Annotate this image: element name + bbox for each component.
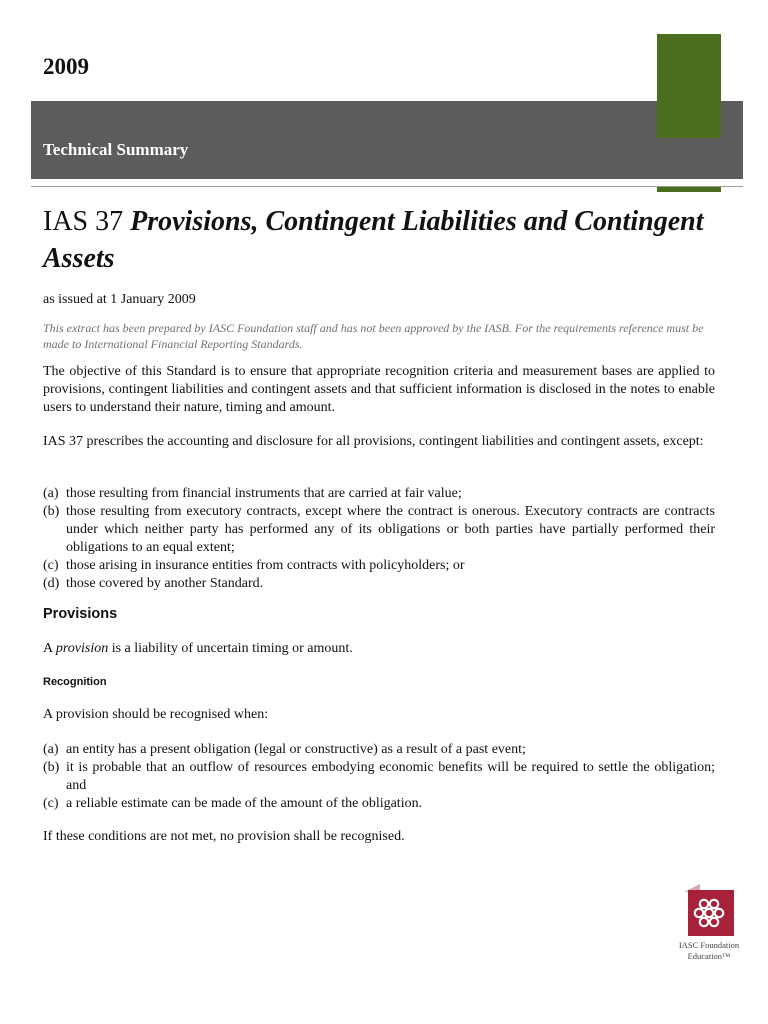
accent-strip: [657, 187, 721, 192]
list-item-label: (c): [43, 796, 59, 811]
accent-block: [657, 34, 721, 138]
list-item-text: an entity has a present obligation (legal or constructive) as a result of a past event;: [66, 742, 526, 757]
section-heading-provisions: Provisions: [43, 606, 118, 622]
recognition-criteria-list: [43, 741, 715, 813]
recognition-intro: A provision should be recognised when:: [43, 707, 269, 722]
divider: [31, 186, 743, 187]
list-item-text: those arising in insurance entities from contracts with policyholders; or: [66, 558, 465, 573]
provision-definition: [43, 640, 715, 658]
list-item-label: (b): [43, 760, 60, 775]
banner-title: Technical Summary: [43, 140, 189, 159]
list-item: [43, 485, 715, 503]
title-prefix: IAS 37: [43, 206, 131, 237]
list-item: [43, 557, 715, 575]
list-item-label: (a): [43, 742, 59, 757]
objective-paragraph: The objective of this Standard is to ensure that appropriate recognition criteria and measurement bases are applied to provisions, contingent liabilities and contingent assets and that sufficient information is disclosed in the notes to enable users to understand their nature, timing and amount.: [43, 364, 715, 415]
logo-caption: [650, 940, 768, 962]
logo-line-1: IASC Foundation: [678, 940, 740, 950]
list-item-label: (b): [43, 504, 60, 519]
logo-line-2: Education™: [687, 951, 731, 961]
recognition-conclusion: If these conditions are not met, no provision shall be recognised.: [43, 829, 405, 844]
list-item-text: those resulting from financial instruments that are carried at fair value;: [66, 486, 462, 501]
list-item-label: (a): [43, 486, 59, 501]
list-item: [43, 503, 715, 557]
list-item: [43, 575, 715, 593]
scope-exceptions-list: [43, 485, 715, 593]
list-item-text: those covered by another Standard.: [66, 576, 264, 591]
definition-post: is a liability of uncertain timing or amount.: [108, 641, 353, 656]
list-item-label: (d): [43, 576, 60, 591]
definition-term: provision: [55, 641, 109, 656]
year-heading: 2009: [43, 54, 89, 79]
document-title: [43, 203, 723, 277]
list-item: [43, 759, 715, 795]
definition-pre: A: [43, 641, 56, 656]
scope-intro: IAS 37 prescribes the accounting and disclosure for all provisions, contingent liabilities and contingent assets, except:: [43, 434, 704, 449]
list-item-label: (c): [43, 558, 59, 573]
list-item-text: a reliable estimate can be made of the amount of the obligation.: [66, 796, 423, 811]
issue-date: as issued at 1 January 2009: [43, 292, 196, 307]
list-item-text: those resulting from executory contracts, except where the contract is onerous. Executory contracts are contracts under which neither party has performed any of its obligations or both parties have partially performed their obligations to an equal extent;: [66, 504, 715, 555]
disclaimer-note: This extract has been prepared by IASC Foundation staff and has not been approved by the IASB. For the requirements reference must be made to International Financial Reporting Standards.: [43, 321, 704, 351]
subheading-recognition: Recognition: [43, 676, 107, 688]
list-item-text: it is probable that an outflow of resources embodying economic benefits will be required to settle the obligation; and: [66, 760, 715, 793]
title-italic: Provisions, Contingent Liabilities and Contingent Assets: [43, 206, 704, 274]
list-item: [43, 795, 715, 813]
list-item: [43, 741, 715, 759]
